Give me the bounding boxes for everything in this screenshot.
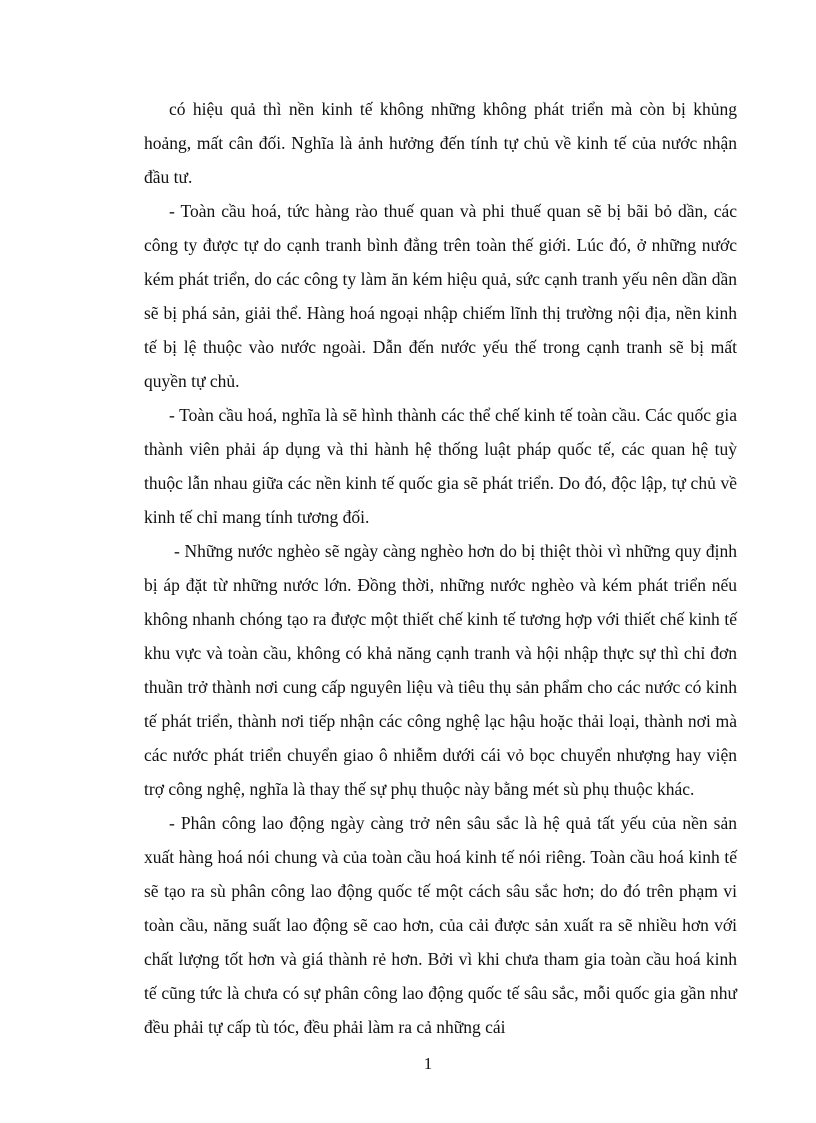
- document-body: [144, 92, 737, 1044]
- paragraph-3: - Toàn cầu hoá, nghĩa là sẽ hình thành các thể chế kinh tế toàn cầu. Các quốc gia thành viên phải áp dụng và thi hành hệ thống luật pháp quốc tế, các quan hệ tuỳ thuộc lẫn nhau giữa các nền kinh tế quốc gia sẽ phát triển. Do đó, độc lập, tự chủ về kinh tế chỉ mang tính tương đối.: [144, 405, 737, 527]
- paragraph-2: - Toàn cầu hoá, tức hàng rào thuế quan và phi thuế quan sẽ bị bãi bỏ dần, các công ty được tự do cạnh tranh bình đẳng trên toàn thế giới. Lúc đó, ở những nước kém phát triển, do các công ty làm ăn kém hiệu quả, sức cạnh tranh yếu nên dần dần sẽ bị phá sản, giải thể. Hàng hoá ngoại nhập chiếm lĩnh thị trường nội địa, nền kinh tế bị lệ thuộc vào nước ngoài. Dẫn đến nước yếu thế trong cạnh tranh sẽ bị mất quyền tự chủ.: [144, 201, 737, 391]
- paragraph-4: - Những nước nghèo sẽ ngày càng nghèo hơn do bị thiệt thòi vì những quy định bị áp đặt từ những nước lớn. Đồng thời, những nước nghèo và kém phát triển nếu không nhanh chóng tạo ra được một thiết chế kinh tế tương hợp với thiết chế kinh tế khu vực và toàn cầu, không có khả năng cạnh tranh và hội nhập thực sự thì chỉ đơn thuần trở thành nơi cung cấp nguyên liệu và tiêu thụ sản phẩm cho các nước có kinh tế phát triển, thành nơi tiếp nhận các công nghệ lạc hậu hoặc thải loại, thành nơi mà các nước phát triển chuyển giao ô nhiễm dưới cái vỏ bọc chuyển nhượng hay viện trợ công nghệ, nghĩa là thay thế sự phụ thuộc này bằng mét sù phụ thuộc khác.: [144, 541, 737, 799]
- paragraph-5: - Phân công lao động ngày càng trở nên sâu sắc là hệ quả tất yếu của nền sản xuất hàng hoá nói chung và của toàn cầu hoá kinh tế nói riêng. Toàn cầu hoá kinh tế sẽ tạo ra sù phân công lao động quốc tế một cách sâu sắc hơn; do đó trên phạm vi toàn cầu, năng suất lao động sẽ cao hơn, của cải được sản xuất ra sẽ nhiều hơn với chất lượng tốt hơn và giá thành rẻ hơn. Bởi vì khi chưa tham gia toàn cầu hoá kinh tế cũng tức là chưa có sự phân công lao động quốc tế sâu sắc, mỗi quốc gia gần như đều phải tự cấp tù tóc, đều phải làm ra cả những cái: [144, 813, 737, 1037]
- page-number: 1: [423, 1054, 433, 1073]
- paragraph-1: có hiệu quả thì nền kinh tế không những không phát triển mà còn bị khủng hoảng, mất cân đối. Nghĩa là ảnh hưởng đến tính tự chủ về kinh tế của nước nhận đầu tư.: [144, 99, 737, 187]
